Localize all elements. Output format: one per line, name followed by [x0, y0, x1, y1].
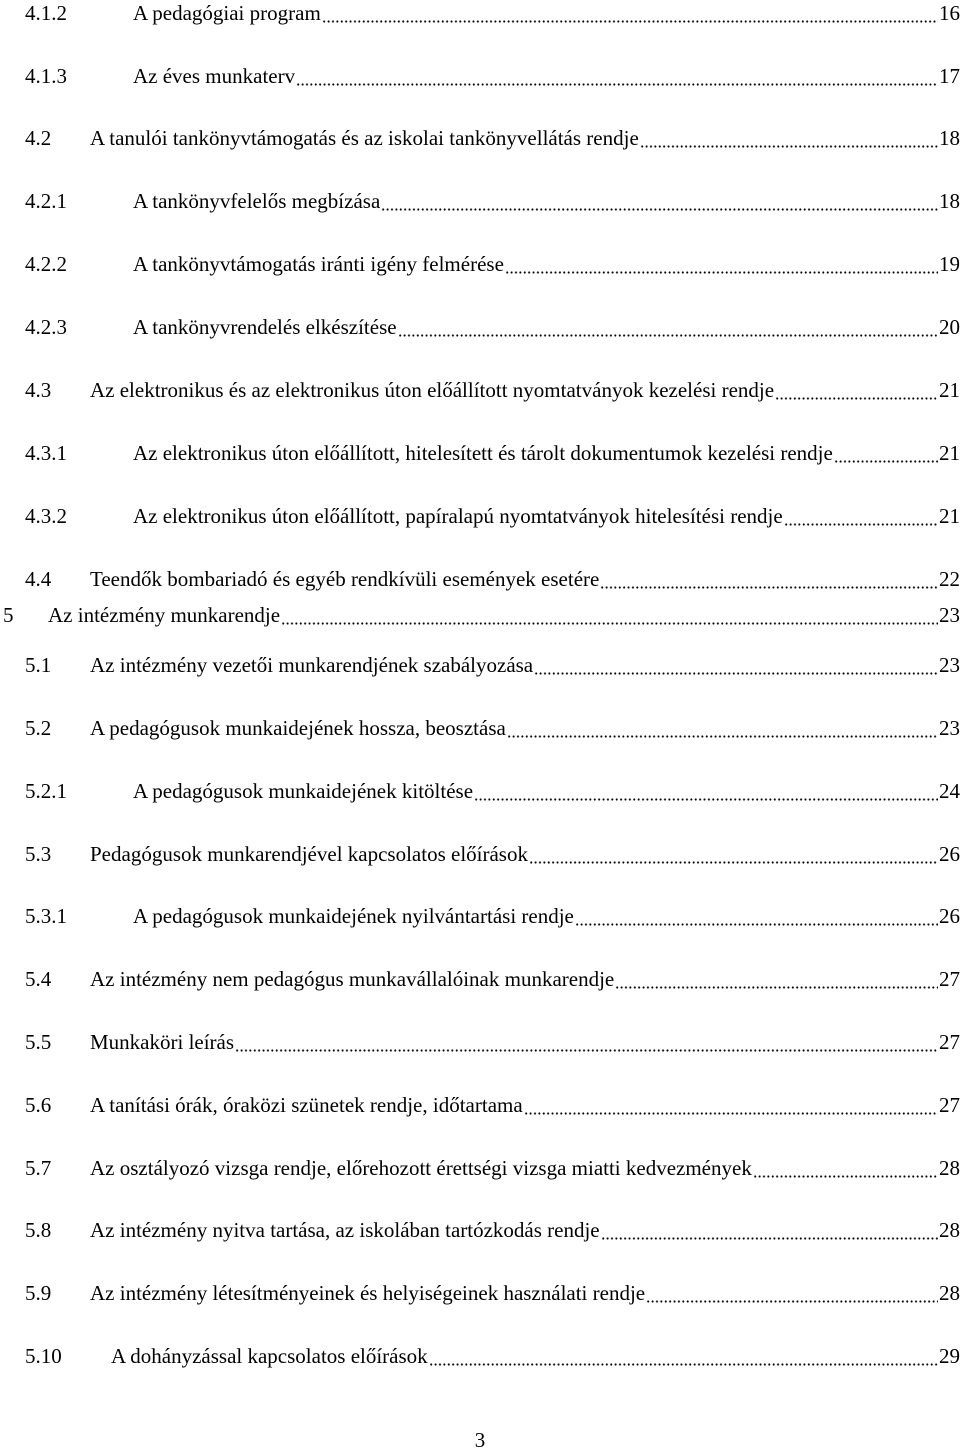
dot-leader	[524, 1095, 938, 1115]
toc-entry-title: A tankönyvfelelős megbízása	[133, 189, 381, 213]
toc-entry-number: 4.2.1	[25, 189, 67, 213]
toc-entry-4-3-2[interactable]	[25, 499, 960, 529]
dot-leader	[775, 380, 938, 400]
dot-leader	[615, 969, 938, 989]
toc-entry-number: 5.8	[25, 1218, 52, 1242]
toc-entry-number: 4.3.2	[25, 504, 67, 528]
dot-leader	[505, 254, 938, 274]
dot-leader	[784, 506, 938, 526]
dot-leader	[534, 655, 938, 675]
toc-entry-title: Az osztályozó vizsga rendje, előrehozott érettségi vizsga miatti kedvezmények	[90, 1156, 752, 1180]
toc-entry-page: 18	[939, 126, 960, 150]
toc-entry-number: 5.2	[25, 716, 52, 740]
toc-entry-title: A tanulói tankönyvtámogatás és az iskolai tankönyvellátás rendje	[90, 126, 639, 150]
toc-entry-4-2-1[interactable]	[25, 184, 960, 214]
toc-entry-title: A pedagógusok munkaidejének nyilvántartási rendje	[133, 904, 574, 928]
toc-entry-page: 21	[939, 378, 960, 402]
toc-entry-4-2-2[interactable]	[25, 247, 960, 277]
toc-entry-title: Az éves munkaterv	[133, 64, 296, 88]
toc-entry-page: 29	[939, 1344, 960, 1368]
toc-entry-4-2[interactable]	[25, 121, 960, 151]
toc-entry-page: 28	[939, 1218, 960, 1242]
toc-entry-number: 4.2.2	[25, 252, 67, 276]
toc-entry-title: A pedagógiai program	[133, 1, 321, 25]
toc-entry-page: 18	[939, 189, 960, 213]
toc-entry-number: 5.2.1	[25, 779, 67, 803]
toc-entry-page: 23	[939, 603, 960, 627]
toc-entry-title: Az elektronikus és az elektronikus úton előállított nyomtatványok kezelési rendje	[90, 378, 775, 402]
toc-entry-number: 4.2.3	[25, 315, 67, 339]
toc-entry-4-4[interactable]	[25, 562, 960, 592]
toc-entry-number: 5.7	[25, 1156, 52, 1180]
toc-entry-number: 5.10	[25, 1344, 62, 1368]
dot-leader	[601, 1220, 938, 1240]
toc-entry-5-6[interactable]	[25, 1088, 960, 1118]
toc-entry-title: A tankönyvrendelés elkészítése	[133, 315, 397, 339]
toc-entry-page: 28	[939, 1281, 960, 1305]
toc-entry-4-3-1[interactable]	[25, 436, 960, 466]
dot-leader	[507, 718, 938, 738]
toc-entry-5-2-1[interactable]	[25, 774, 960, 804]
toc-entry-title: Az intézmény nem pedagógus munkavállalóinak munkarendje	[90, 967, 615, 991]
dot-leader	[640, 128, 938, 148]
toc-entry-number: 5	[3, 603, 14, 627]
dot-leader	[398, 317, 938, 337]
toc-entry-number: 4.1.2	[25, 1, 67, 25]
toc-entry-title: Az elektronikus úton előállított, hitelesített és tárolt dokumentumok kezelési rendje	[133, 441, 833, 465]
dot-leader	[429, 1346, 938, 1366]
dot-leader	[575, 906, 938, 926]
toc-entry-title: Az intézmény létesítményeinek és helyiségeinek használati rendje	[90, 1281, 646, 1305]
toc-entry-number: 4.3.1	[25, 441, 67, 465]
toc-entry-4-3[interactable]	[25, 373, 960, 403]
toc-entry-5-3[interactable]	[25, 837, 960, 867]
toc-entry-page: 27	[939, 1093, 960, 1117]
toc-entry-number: 5.6	[25, 1093, 52, 1117]
toc-entry-title: Az intézmény munkarendje	[48, 603, 281, 627]
toc-entry-page: 24	[939, 779, 960, 803]
toc-entry-number: 5.3.1	[25, 904, 67, 928]
dot-leader	[235, 1032, 938, 1052]
dot-leader	[281, 605, 938, 625]
toc-entry-number: 4.1.3	[25, 64, 67, 88]
toc-entry-number: 5.9	[25, 1281, 52, 1305]
toc-entry-5-10[interactable]	[25, 1339, 960, 1369]
dot-leader	[474, 781, 938, 801]
toc-entry-number: 5.4	[25, 967, 52, 991]
dot-leader	[296, 66, 938, 86]
dot-leader	[322, 3, 938, 23]
toc-entry-title: Munkaköri leírás	[90, 1030, 235, 1054]
toc-entry-5-2[interactable]	[25, 711, 960, 741]
toc-entry-4-1-3[interactable]	[25, 59, 960, 89]
toc-entry-5-9[interactable]	[25, 1276, 960, 1306]
toc-entry-number: 5.1	[25, 653, 52, 677]
toc-entry-title: Az intézmény nyitva tartása, az iskolában tartózkodás rendje	[90, 1218, 600, 1242]
toc-entry-4-2-3[interactable]	[25, 310, 960, 340]
dot-leader	[646, 1283, 938, 1303]
toc-entry-title: Az elektronikus úton előállított, papíralapú nyomtatványok hitelesítési rendje	[133, 504, 783, 528]
toc-entry-5[interactable]	[3, 598, 960, 628]
toc-entry-page: 16	[939, 1, 960, 25]
toc-entry-5-4[interactable]	[25, 962, 960, 992]
toc-entry-title: A pedagógusok munkaidejének hossza, beosztása	[90, 716, 506, 740]
dot-leader	[834, 443, 938, 463]
toc-entry-number: 5.5	[25, 1030, 52, 1054]
toc-entry-page: 27	[939, 1030, 960, 1054]
toc-entry-number: 5.3	[25, 842, 52, 866]
toc-entry-4-1-2[interactable]	[25, 0, 960, 26]
toc-entry-number: 4.2	[25, 126, 52, 150]
dot-leader	[753, 1158, 938, 1178]
toc-entry-page: 28	[939, 1156, 960, 1180]
toc-entry-5-3-1[interactable]	[25, 899, 960, 929]
toc-entry-title: Az intézmény vezetői munkarendjének szabályozása	[90, 653, 534, 677]
toc-entry-5-5[interactable]	[25, 1025, 960, 1055]
toc-entry-title: A tanítási órák, óraközi szünetek rendje, időtartama	[90, 1093, 523, 1117]
toc-entry-5-1[interactable]	[25, 648, 960, 678]
toc-entry-page: 27	[939, 967, 960, 991]
toc-entry-5-8[interactable]	[25, 1213, 960, 1243]
toc-entry-title: Teendők bombariadó és egyéb rendkívüli események esetére	[90, 567, 600, 591]
toc-entry-title: A tankönyvtámogatás iránti igény felmérése	[133, 252, 504, 276]
dot-leader	[529, 844, 938, 864]
page-number: 3	[474, 1428, 486, 1452]
toc-entry-page: 20	[939, 315, 960, 339]
toc-entry-page: 26	[939, 904, 960, 928]
toc-entry-page: 21	[939, 441, 960, 465]
toc-entry-title: A pedagógusok munkaidejének kitöltése	[133, 779, 474, 803]
dot-leader	[381, 191, 938, 211]
dot-leader	[600, 569, 938, 589]
toc-entry-page: 23	[939, 653, 960, 677]
toc-entry-page: 23	[939, 716, 960, 740]
toc-entry-number: 4.4	[25, 567, 52, 591]
toc-entry-page: 17	[939, 64, 960, 88]
toc-entry-page: 21	[939, 504, 960, 528]
toc-entry-page: 26	[939, 842, 960, 866]
toc-entry-number: 4.3	[25, 378, 52, 402]
toc-entry-page: 19	[939, 252, 960, 276]
toc-entry-title: Pedagógusok munkarendjével kapcsolatos előírások	[90, 842, 528, 866]
toc-entry-5-7[interactable]	[25, 1151, 960, 1181]
toc-entry-page: 22	[939, 567, 960, 591]
toc-entry-title: A dohányzással kapcsolatos előírások	[111, 1344, 428, 1368]
